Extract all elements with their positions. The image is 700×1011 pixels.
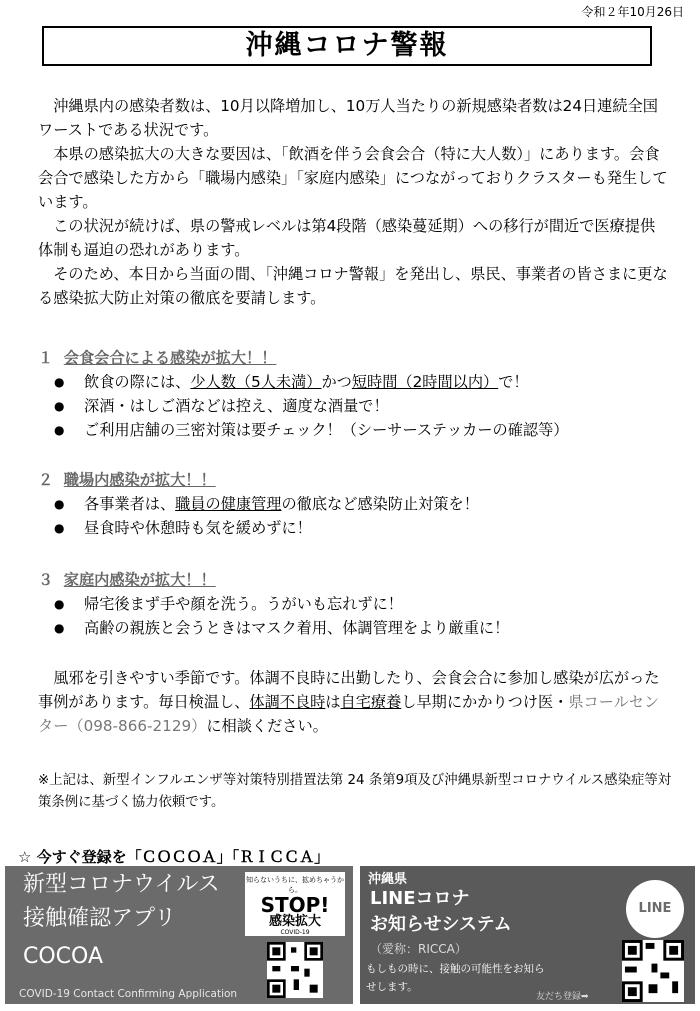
list-item: ● 帰宅後まず手や顔を洗う。うがいも忘れずに！ <box>38 592 678 616</box>
intro-paragraph: 本県の感染拡大の大きな要因は、「飲酒を伴う会食会合（特に大人数）」にあります。会食会合で感染した方から「職場内感染」「家庭内感染」につながっておりクラスターも発生しています。 <box>38 145 668 211</box>
section-household <box>38 568 678 640</box>
section-title: 家庭内感染が拡大！！ <box>63 571 216 589</box>
legal-note: ※上記は、新型インフルエンザ等対策特別措置法第 24 条第9項及び沖縄県新型コロナウイルス感染症等対策条例に基づく協力依頼です。 <box>38 773 672 810</box>
cocoa-name: COCOA <box>23 944 104 969</box>
section-workplace <box>38 468 678 540</box>
list-item: ● 各事業者は、職員の健康管理の徹底など感染防止対策を！ <box>38 492 678 516</box>
section-number: ３ <box>38 571 54 589</box>
section-title: 会食会合による感染が拡大！！ <box>63 349 277 367</box>
section-heading <box>38 468 678 492</box>
register-heading: ☆ 今すぐ登録を「ＣＯＣＯＡ」「ＲＩＣＣＡ」 <box>18 848 330 866</box>
qr-code-icon[interactable] <box>622 940 684 1002</box>
ricca-prefecture: 沖縄県 <box>368 872 408 887</box>
list-item: ● 飲食の際には、少人数（5人未満）かつ短時間（2時間以内）で！ <box>38 370 678 394</box>
line-logo-icon: LINE <box>626 880 684 938</box>
list-item: ● ご利用店舗の三密対策は要チェック！（シーサーステッカーの確認等） <box>38 418 678 442</box>
cocoa-banner[interactable] <box>5 866 353 1004</box>
call-center-number: 県コールセンター（098-866-2129） <box>38 693 660 735</box>
section-title: 職場内感染が拡大！！ <box>63 471 216 489</box>
intro-paragraph: そのため、本日から当面の間、「沖縄コロナ警報」を発出し、県民、事業者の皆さまに更なる感染拡大防止対策の徹底を要請します。 <box>38 265 668 307</box>
ricca-nickname: （愛称：RICCA） <box>370 942 467 956</box>
intro-text <box>38 94 670 310</box>
page-title: 沖縄コロナ警報 <box>245 30 449 61</box>
document-date: 令和２年10月26日 <box>581 5 684 19</box>
section-heading <box>38 568 678 592</box>
ricca-add-friend[interactable]: 友だち登録➡ <box>536 992 589 1002</box>
cocoa-footer: COVID-19 Contact Confirming Application <box>19 988 238 1000</box>
closing-text: 風邪を引きやすい季節です。体調不良時に出勤したり、会食会合に参加し感染が広がった事例があります。毎日検温し、体調不良時は自宅療養し早期にかかりつけ医・県コールセンター（098-866-2129）に相談ください。 <box>38 669 660 735</box>
ricca-title-line: LINEコロナ <box>370 888 470 909</box>
intro-paragraph: 沖縄県内の感染者数は、10月以降増加し、10万人当たりの新規感染者数は24日連続全国ワーストである状況です。 <box>38 97 658 139</box>
list-item: ● 高齢の親族と会うときはマスク着用、体調管理をより厳重に！ <box>38 616 678 640</box>
ricca-title-line: お知らせシステム <box>370 914 512 935</box>
list-item: ● 昼食時や休憩時も気を緩めずに！ <box>38 516 678 540</box>
list-item: ● 深酒・はしご酒などは控え、適度な酒量で！ <box>38 394 678 418</box>
section-heading <box>38 346 678 370</box>
ricca-banner[interactable] <box>360 866 695 1004</box>
cocoa-title-line: 新型コロナウイルス <box>23 872 220 897</box>
title-box <box>42 26 652 66</box>
section-dining <box>38 346 678 442</box>
section-number: １ <box>38 349 54 367</box>
section-number: ２ <box>38 471 54 489</box>
ricca-description: もしもの時に、接触の可能性をお知らせします。 <box>366 963 545 993</box>
stop-logo: 知らないうちに、拡めちゃうから。 STOP! 感染拡大 COVID-19 <box>245 872 345 936</box>
qr-code-icon[interactable] <box>267 942 323 998</box>
intro-paragraph: この状況が続けば、県の警戒レベルは第4段階（感染蔓延期）への移行が間近で医療提供体制も逼迫の恐れがあります。 <box>38 217 656 259</box>
cocoa-title-line: 接触確認アプリ <box>23 906 177 931</box>
